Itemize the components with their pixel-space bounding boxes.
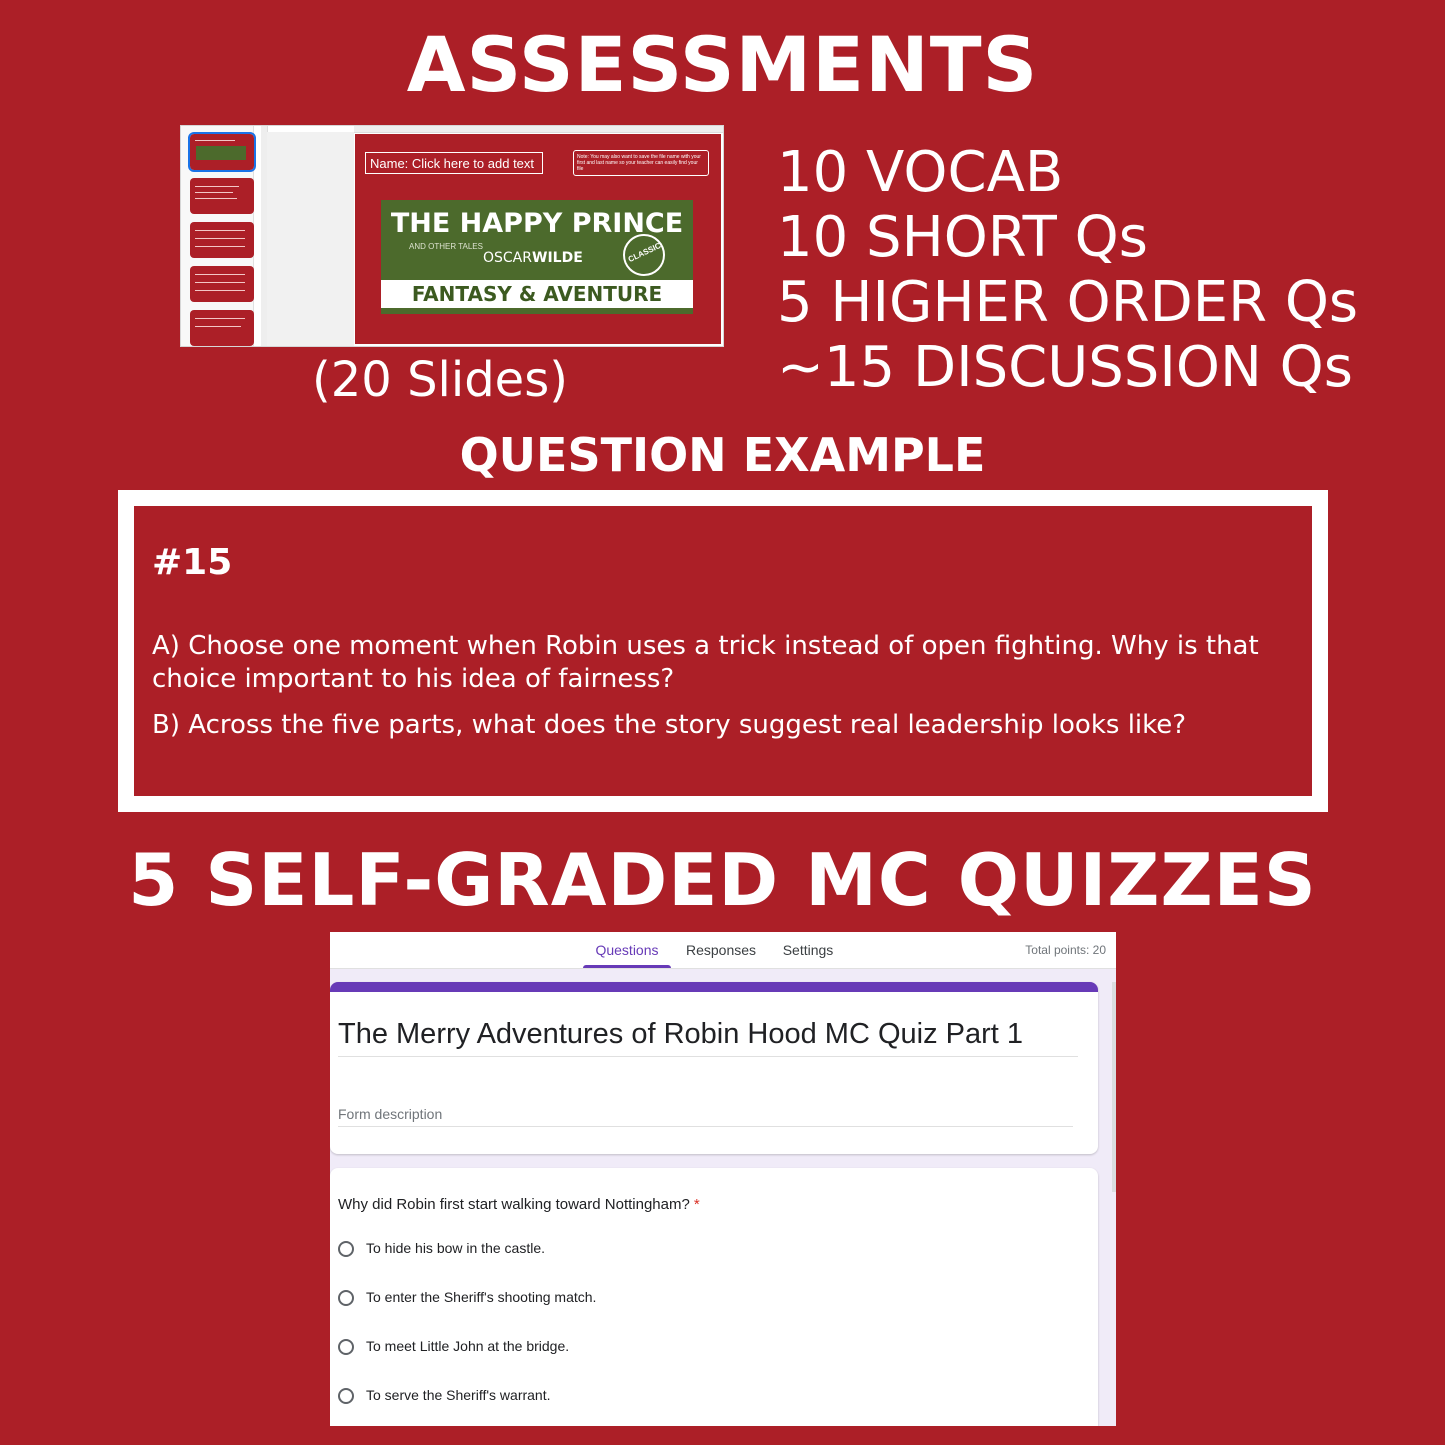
stat-line: 5 HIGHER ORDER Qs [777, 270, 1359, 335]
question-example-frame [118, 490, 1328, 812]
question-example-slide [134, 506, 1312, 796]
book-genre: FANTASY & AVENTURE [381, 280, 693, 308]
book-author: OSCARWILDE [483, 250, 583, 266]
slide-thumbnail[interactable] [190, 222, 254, 258]
canvas-area [267, 132, 354, 346]
required-asterisk: * [693, 1196, 700, 1213]
form-title[interactable]: The Merry Adventures of Robin Hood MC Quiz Part 1 [338, 1014, 1078, 1057]
answer-option[interactable]: To enter the Sheriff's shooting match. [338, 1289, 596, 1306]
book-cover [381, 200, 693, 314]
answer-option[interactable]: To hide his bow in the castle. [338, 1240, 545, 1257]
question-card [330, 1168, 1098, 1426]
slide-thumbnail[interactable] [190, 310, 254, 346]
form-title-card [330, 982, 1098, 1154]
tab-questions[interactable]: Questions [583, 932, 671, 968]
form-scrollbar[interactable] [1112, 982, 1116, 1192]
answer-option[interactable]: To meet Little John at the bridge. [338, 1338, 569, 1355]
assessment-stats [777, 140, 1358, 400]
radio-icon[interactable] [338, 1241, 354, 1257]
radio-icon[interactable] [338, 1290, 354, 1306]
question-text: Why did Robin first start walking toward Nottingham? * [338, 1196, 700, 1213]
slides-screenshot [180, 125, 724, 347]
form-description[interactable]: Form description [338, 1106, 1073, 1127]
book-title: THE HAPPY PRINCE [390, 208, 684, 239]
answer-option[interactable]: To serve the Sheriff's warrant. [338, 1387, 551, 1404]
question-example-heading: QUESTION EXAMPLE [459, 428, 986, 482]
total-points: Total points: 20 [1025, 943, 1106, 957]
slide-filmstrip [181, 126, 254, 346]
stat-line: 10 VOCAB [777, 140, 1064, 205]
book-subtitle: AND OTHER TALES [409, 242, 483, 251]
stat-line: 10 SHORT Qs [777, 205, 1148, 270]
slide-canvas [355, 134, 721, 344]
slide-thumbnail[interactable] [190, 178, 254, 214]
tab-responses[interactable]: Responses [685, 942, 757, 958]
form-tab-bar [330, 932, 1116, 969]
radio-icon[interactable] [338, 1388, 354, 1404]
quizzes-heading: 5 SELF-GRADED MC QUIZZES [128, 838, 1317, 922]
slide-thumbnail[interactable] [190, 266, 254, 302]
question-part-a: A) Choose one moment when Robin uses a trick instead of open fighting. Why is that choice important to his idea of fairness? [152, 631, 1259, 694]
classic-seal-icon: CLASSIC [623, 234, 665, 276]
assessments-heading: ASSESSMENTS [406, 20, 1039, 109]
slides-caption: (20 Slides) [312, 352, 568, 408]
question-part-b: B) Across the five parts, what does the story suggest real leadership looks like? [152, 710, 1187, 740]
question-number: #15 [152, 542, 233, 583]
name-text-box[interactable]: Name: Click here to add text [365, 152, 543, 174]
note-text-box: Note: You may also want to save the file name with your first and last name so your teacher can easily find your file [573, 150, 709, 176]
horizontal-ruler [354, 126, 723, 133]
tab-settings[interactable]: Settings [782, 942, 834, 958]
slide-thumbnail[interactable] [190, 134, 254, 170]
radio-icon[interactable] [338, 1339, 354, 1355]
google-form-screenshot [330, 932, 1116, 1426]
stat-line: ~15 DISCUSSION Qs [777, 335, 1353, 400]
